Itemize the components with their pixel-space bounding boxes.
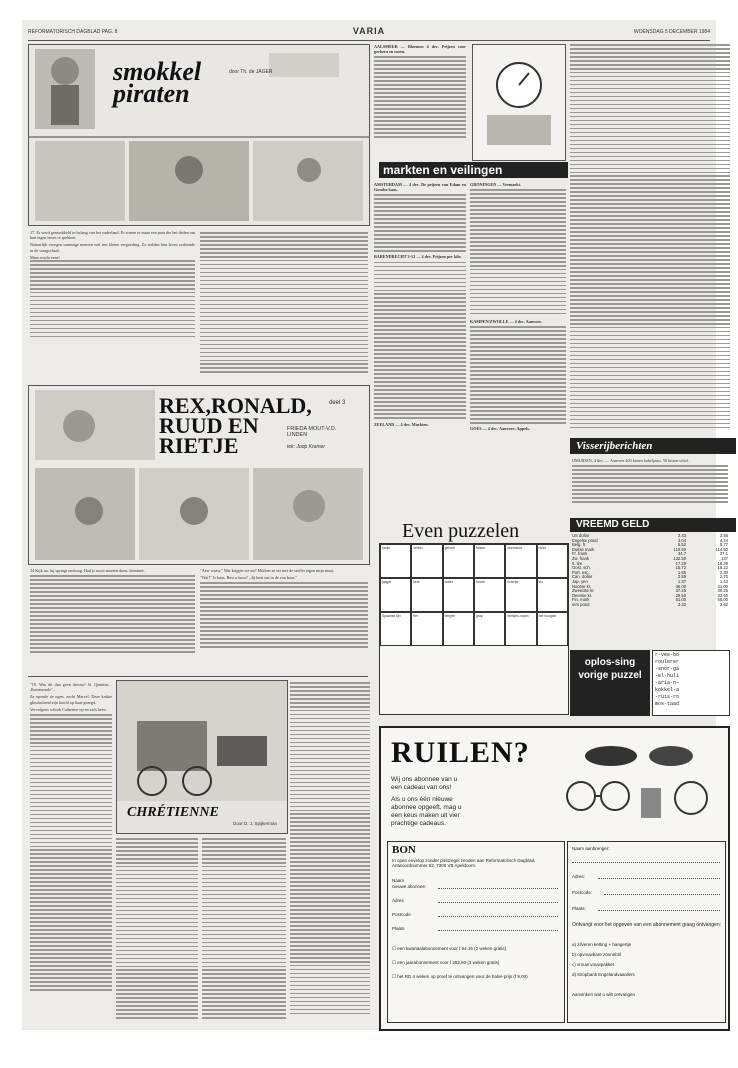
markt-illustration xyxy=(472,44,566,161)
currency-name: Engelse pond xyxy=(572,537,598,543)
rate-sell: 5.77 xyxy=(719,542,728,548)
solution-row: kokkel-a xyxy=(655,687,680,693)
option-jaar-label: een jaarabonnement voor f 252,60 (3 weken gratis) xyxy=(397,960,500,965)
text-lines xyxy=(30,714,112,1004)
groningen-head: GRONINGEN — Veemarkt. xyxy=(470,182,522,187)
rex-text-col1 xyxy=(30,568,195,668)
puzzle-cell: zeemacht xyxy=(505,544,536,578)
rate-sell: 56.00 xyxy=(717,597,728,603)
rate-buy: 17.29 xyxy=(675,560,687,566)
vreemd-geld-title: VREEMD GELD xyxy=(570,518,736,532)
smokkel-comic xyxy=(28,44,370,226)
gift-choice-d[interactable]: d) stropbank Engelandvaarders xyxy=(572,972,635,977)
rate-sell: 1.43 xyxy=(719,578,728,584)
puzzle-cell: grap xyxy=(474,612,505,646)
option-kwartaal[interactable]: ☐ een kwartaalabonnement voor f 64.15 (3 weken gratis) xyxy=(392,946,507,951)
puzzle-cell: ravijn xyxy=(380,544,411,578)
puzzle-cell: het hoogste xyxy=(537,612,568,646)
puzzle-cell: Spaanse lijn xyxy=(380,612,411,646)
rate-sell: 114.50 xyxy=(715,546,728,552)
rate-sell: 3.62 xyxy=(719,601,728,607)
text-lines xyxy=(30,575,195,655)
header-left: REFORMATORISCH DAGBLAD PAG. 8 xyxy=(28,29,118,35)
rex-comic xyxy=(28,385,370,565)
solution-row: -aria-n- xyxy=(655,680,680,686)
solution-row: -snor-ga xyxy=(655,666,680,672)
rex-illustrator: tek: Joop Kramer xyxy=(287,444,326,450)
puzzle-grid xyxy=(379,543,569,715)
ruilen-line: een keus maken uit vier xyxy=(391,812,460,819)
rate-buy: 1.37 xyxy=(677,578,687,584)
solution-row: roulerer xyxy=(655,659,680,665)
page-header xyxy=(28,26,710,38)
kampen-head: KAMPEN/ZWOLLE — 4 dec. Aanvoer. xyxy=(470,319,542,325)
rex-text-col2 xyxy=(200,568,368,668)
newspaper-page xyxy=(22,20,728,1030)
smokkel-title xyxy=(113,57,202,108)
rex-title-line2: RUUD EN xyxy=(159,413,259,438)
option-proef-label: het RD 4 weken op proef te ontvangen voor de halve prijs (f 9,00) xyxy=(397,974,528,979)
puzzle-cell: riviertje xyxy=(505,578,536,612)
option-proef[interactable]: ☐ het RD 4 weken op proef te ontvangen voor de halve prijs (f 9,00) xyxy=(392,974,528,979)
rate-buy: 29.50 xyxy=(675,592,687,598)
label-plaats: Plaats xyxy=(392,926,405,931)
rate-buy: 36.00 xyxy=(675,583,687,589)
puzzle-cell: boven xyxy=(474,578,505,612)
ruilen-line: een cadeau van ons! xyxy=(391,784,452,791)
rate-buy: 34.7 xyxy=(677,551,687,557)
option-kwartaal-label: een kwartaalabonnement voor f 64.15 (3 weken gratis) xyxy=(397,946,507,951)
rate-buy: 110.50 xyxy=(673,546,687,552)
visserij-text xyxy=(572,458,728,514)
gift-intro: Ontvangt voor het opgeven van een abonnement graag ontvangen: xyxy=(572,922,722,928)
rate-sell: 4.24 xyxy=(719,537,728,543)
header-rule xyxy=(28,40,710,41)
text-lines xyxy=(374,194,466,254)
solution-row: -ruis-ro xyxy=(655,694,680,700)
form-note: Aanvinken wat u wilt ontvangen xyxy=(572,992,636,997)
rate-buy: 15.72 xyxy=(675,565,687,571)
text-lines xyxy=(200,582,368,652)
currency-name: Noorse kr. xyxy=(572,583,592,589)
bon-title: BON xyxy=(392,844,416,856)
markt-col2 xyxy=(470,182,566,537)
rate-sell: 32.50 xyxy=(717,592,728,598)
text-lines xyxy=(470,189,566,319)
smokkel-text-col2 xyxy=(200,232,368,377)
puzzle-cell: fietser xyxy=(474,544,505,578)
chretienne-para: Ze opende de ogen, zocht Marcel. Deze knikte glimlachend zijn hoofd op haar gezegd. xyxy=(30,694,112,705)
puzzle-cell: rivier xyxy=(537,544,568,578)
aalsmeer-head: AALSMEER — Bloemen 4 dec. Prijzen voor gerbera en rozen. xyxy=(374,44,466,55)
chretienne-illustration xyxy=(116,680,288,834)
puzzle-cell: kerk xyxy=(411,578,442,612)
chretienne-col4 xyxy=(290,682,370,1024)
text-lines xyxy=(470,326,566,426)
rate-sell: 37.1 xyxy=(719,551,728,557)
order-form xyxy=(387,841,565,1023)
currency-name: Zw. frank xyxy=(572,555,589,561)
rate-sell: 41.00 xyxy=(717,583,728,589)
chretienne-col3 xyxy=(202,838,286,1024)
puzzle-cell: jaager xyxy=(380,578,411,612)
smokkel-para: 17. Er werd gesmokkeld in belang van het vaderland. Er waren er maar een paar die het deden om hun eigen beurs te spekken. xyxy=(30,230,195,241)
rate-buy: 2.59 xyxy=(677,574,687,580)
rex-deel: deel 3 xyxy=(329,400,346,406)
right-market-col xyxy=(570,44,730,434)
puzzle-cell: geheel xyxy=(443,544,474,578)
rate-buy: 132.50 xyxy=(673,555,687,561)
smokkel-para: Natuurlijk vroegen sommige mensen wel een kleine vergoeding. Zo stelden hun leven zodoende in de waagschaal. xyxy=(30,242,195,253)
rex-para: 34 Kijk nu, hij springt omhoog. Had je nooit moeten doen, dominee. xyxy=(30,568,145,573)
currency-name: Deense kr. xyxy=(572,592,593,598)
label-postcode-aanbrenger: Postcode: xyxy=(572,890,593,895)
rate-buy: 5.52 xyxy=(677,542,687,548)
gifts-illustration xyxy=(551,736,721,834)
markt-col1 xyxy=(374,182,466,537)
text-lines xyxy=(572,465,728,505)
currency-table xyxy=(570,534,730,608)
currency-name: Fr. frank xyxy=(572,551,588,557)
smokkel-title-line2: piraten xyxy=(113,79,190,108)
chretienne-title: CHRÉTIENNE xyxy=(127,805,219,820)
visserij-para: IJMUIDEN, 4 dec. — Aanvoer 403 kisten kabeljauw, 59 kisten schol. xyxy=(572,458,689,463)
rate-buy: 3.43 xyxy=(677,533,687,538)
text-lines xyxy=(374,56,466,141)
solution-row: r-vee-bo xyxy=(655,652,680,658)
label-adres: Adres xyxy=(392,898,404,903)
text-lines xyxy=(30,260,195,340)
gift-choice-b[interactable]: b) opvouwbare zonnebril xyxy=(572,952,622,957)
puzzle-cell: vis xyxy=(537,578,568,612)
puzzle-cell: water xyxy=(443,578,474,612)
currency-name: Iers pond xyxy=(572,601,590,607)
rex-title-line3: RIETJE xyxy=(159,433,239,458)
chretienne-col2 xyxy=(116,838,198,1024)
ruilen-line: abonnee opgeeft, mag u xyxy=(391,804,462,811)
label-plaats-aanbrenger: Plaats: xyxy=(572,906,586,911)
rate-sell: 18.29 xyxy=(717,560,728,566)
rate-sell: 3.55 xyxy=(719,533,728,538)
barendrecht-head: BARENDRECHT 3-12 — 4 dec. Prijzen per kilo. xyxy=(374,254,462,260)
rate-buy: 3.32 xyxy=(677,601,687,607)
currency-row xyxy=(570,603,730,608)
ruilen-ad xyxy=(379,726,730,1031)
goes-head: GOES — 4 dec. Aanvoer: Appels. xyxy=(470,426,530,432)
currency-name: Belg. fr. xyxy=(572,542,587,548)
smokkel-title-line1: smokkel xyxy=(113,57,202,86)
label-nieuwe-abonnee: nieuwe abonnee: xyxy=(392,884,427,889)
adres-field[interactable] xyxy=(438,902,558,903)
rate-buy: 4.04 xyxy=(677,537,687,543)
rate-sell: 16.22 xyxy=(717,565,728,571)
currency-name: Duitse mark xyxy=(572,546,595,552)
bon-address-line: In open envelop zonder postzegel zenden aan Reformatorisch Dagblad, Antwoordnummer 62, 7300 VB Apeldoorn. xyxy=(392,858,536,868)
scale-drawing xyxy=(473,45,565,160)
header-date: WOENSDAG 5 DECEMBER 1984 xyxy=(633,29,710,35)
plaats-aanbrenger-field[interactable] xyxy=(598,910,720,911)
currency-name: Fin. mark xyxy=(572,597,590,603)
rate-sell: 40.25 xyxy=(717,588,728,594)
smokkel-para: Maar wacht eens! xyxy=(30,254,60,260)
puzzel-title: Even puzzelen xyxy=(402,520,520,542)
postcode-field[interactable] xyxy=(438,916,558,917)
ruilen-line: Wij ons abonnee van u xyxy=(391,776,458,783)
rate-sell: 2.70 xyxy=(719,574,728,580)
ruilen-line: Als u ons één nieuwe xyxy=(391,796,453,803)
puzzle-cell: meisjes-naam xyxy=(505,612,536,646)
oplossing-label: oplos-sing vorige puzzel xyxy=(570,650,650,716)
ruilen-title: RUILEN? xyxy=(391,736,530,769)
plaats-field[interactable] xyxy=(438,930,558,931)
rex-para: "Aew waaw." Wat krijgen we nu? Mikken ze uit met de stoffer tegen mijn maat. xyxy=(200,568,335,573)
section-rule xyxy=(28,676,368,677)
label-naam-aanbrenger: Naam aanbrenger: xyxy=(572,846,610,851)
puzzle-cell: fier xyxy=(411,612,442,646)
naam-field[interactable] xyxy=(438,888,558,889)
currency-name: Jap. yen xyxy=(572,578,588,584)
solution-row: -el-huli xyxy=(655,673,680,679)
rex-author: FRIEDA MOUT-V.D. LINDEN xyxy=(287,426,337,438)
rate-buy: 51.00 xyxy=(675,597,687,603)
currency-name: Port. esc. xyxy=(572,569,590,575)
label-postcode: Postcode xyxy=(392,912,411,917)
gift-choice-c[interactable]: c) vrouw vouwpakket xyxy=(572,962,615,967)
chretienne-credit: Door D. J. Spijkerman xyxy=(233,821,278,826)
currency-name: It. lire xyxy=(572,560,583,566)
rex-title-line1: REX,RONALD, xyxy=(159,393,312,418)
currency-name: US dollar xyxy=(572,533,590,538)
rate-sell: 137 xyxy=(721,555,728,561)
amsterdam-head: AMSTERDAM — 4 dec. De prijzen van Edam en Goudse kaas. xyxy=(374,182,466,193)
naam-aanbrenger-field[interactable] xyxy=(572,862,720,863)
smokkel-credit: door Th. de JAGER xyxy=(229,69,273,75)
solution-row: mos-taad xyxy=(655,701,680,707)
rate-sell: 2.30 xyxy=(719,569,728,575)
aanbrenger-form xyxy=(567,841,726,1023)
smokkel-text-col1 xyxy=(30,230,195,380)
currency-name: Zweedse kr. xyxy=(572,588,595,594)
gift-choice-a[interactable]: a) zilveren ketting + hangertje xyxy=(572,942,632,947)
option-jaar[interactable]: ☐ een jaarabonnement voor f 252,60 (3 weken gratis) xyxy=(392,960,500,965)
adres-aanbrenger-field[interactable] xyxy=(598,878,720,879)
chretienne-col1 xyxy=(30,682,112,1022)
currency-name: Oost. sch. xyxy=(572,565,591,571)
postcode-aanbrenger-field[interactable] xyxy=(604,894,720,895)
ruilen-line: prachtige cadeaus. xyxy=(391,820,446,827)
text-lines xyxy=(374,262,466,422)
label-adres-aanbrenger: Adres: xyxy=(572,874,586,879)
aalsmeer-report xyxy=(374,44,466,159)
rex-para: "Wat?" Is baas. Best u boos? ,,Jij bent nat in de zon baas." xyxy=(200,575,298,581)
markten-title: markten en veilingen xyxy=(379,162,568,178)
chretienne-para: Vervolgens schrok Catherine op en zich heen. xyxy=(30,706,107,712)
label-naam: Naam xyxy=(392,878,405,883)
chretienne-para: "19. Was dit dan geen droom? St. Quentin… ,Rosemonde"… xyxy=(30,682,112,693)
header-section: VARIA xyxy=(352,26,386,36)
currency-name: Can. dollar xyxy=(572,574,593,580)
visserij-title: Visserijberichten xyxy=(570,438,736,454)
solution-grid xyxy=(652,650,730,716)
rate-buy: 37.25 xyxy=(675,588,687,594)
puzzle-cell: bergen xyxy=(443,612,474,646)
puzzle-cell: verbin xyxy=(411,544,442,578)
rate-buy: 1.85 xyxy=(677,569,687,575)
zeeland-head: ZEELAND — 4 dec. Markten. xyxy=(374,421,429,427)
